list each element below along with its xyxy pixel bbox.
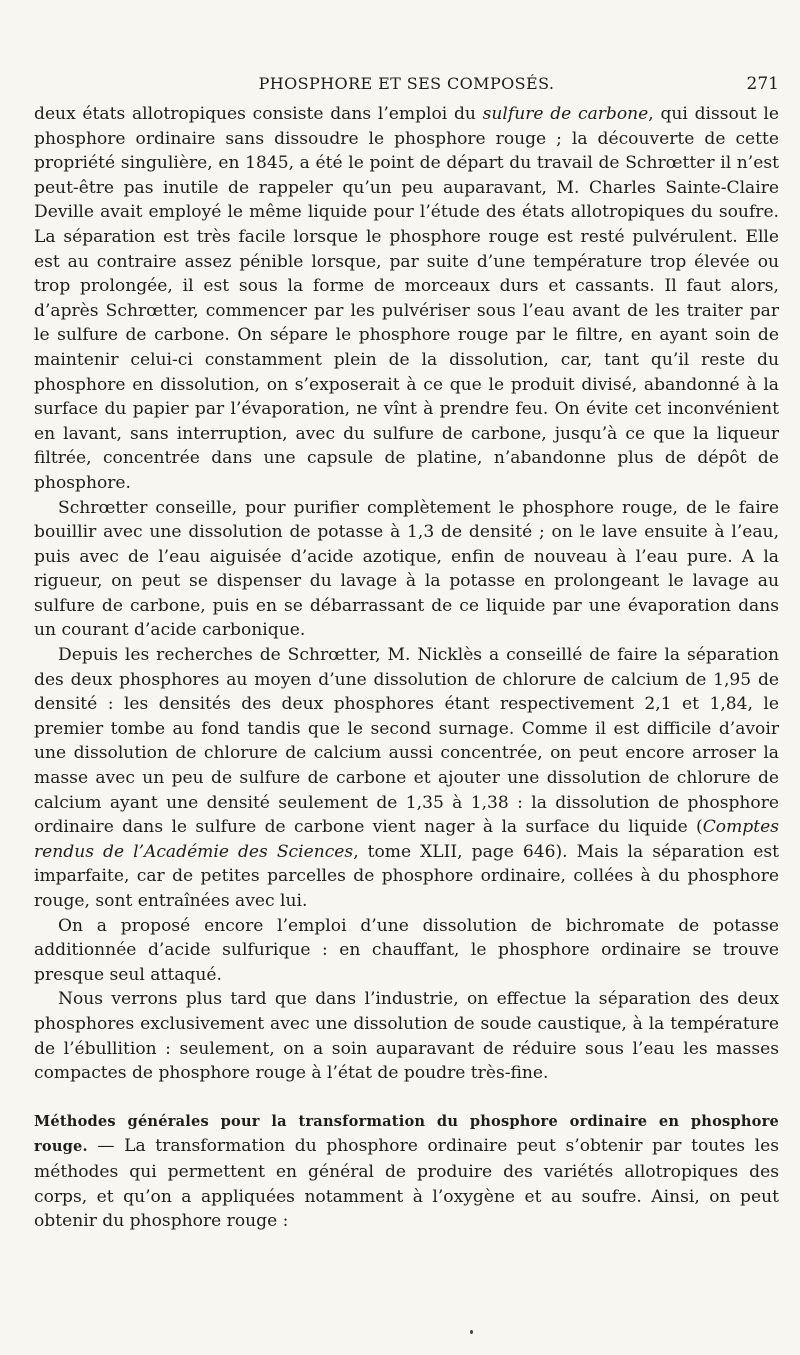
section-heading: Méthodes générales pour la transformation du phosphore ordinaire en phosphore rouge. — [34, 1112, 779, 1156]
section-paragraph — [34, 1109, 779, 1234]
paragraph-2 — [34, 496, 779, 644]
italic-run: sulfure de carbone — [482, 104, 649, 124]
text-run: Schrœtter conseille, pour purifier complètement le phosphore rouge, de le faire bouillir avec une dissolution de potasse à 1,3 de densité ; on le lave ensuite à l’eau, puis avec de l’eau aiguisée d’acide azotique, enfin de nouveau à l’eau pure. A la rigueur, on peut se dispenser du lavage à la potasse en prolongeant le lavage au sulfure de carbone, puis en se débarrassant de ce liquide par une évaporation dans un courant d’acide carbonique. — [34, 497, 779, 641]
text-run: , qui dissout le phosphore ordinaire sans dissoudre le phosphore rouge ; la découverte de cette propriété singulière, en 1845, a été le point de départ du travail de Schrœtter il n’est peut-être pas inutile de rappeler qu’un peu auparavant, M. Charles Sainte-Claire Deville avait employé le même liquide pour l’étude des états allotropiques du soufre. La séparation est très facile lorsque le phosphore rouge est resté pulvérulent. Elle est au contraire assez pénible lorsque, par suite d’une température trop élevée ou trop prolongée, il est sous la forme de morceaux durs et cassants. Il faut alors, d’après Schrœtter, commencer par les pulvériser sous l’eau avant de les traiter par le sulfure de carbone. On sépare le phosphore rouge par le filtre, en ayant soin de maintenir celui-ci constamment plein de la dissolution, car, tant qu’il reste du phosphore en dissolution, on s’exposerait à ce que le produit divisé, abandonné à la surface du papier par l’évaporation, ne vînt à prendre feu. On évite cet inconvénient en lavant, sans interruption, avec du sulfure de carbone, jusqu’à ce que la liqueur filtrée, concentrée dans une capsule de platine, n’abandonne plus de dépôt de phosphore. — [34, 104, 779, 493]
paragraph-5 — [34, 987, 779, 1085]
body-text — [34, 102, 779, 1234]
book-page — [34, 0, 779, 1355]
italic-run: Comptes rendus de l’Académie des Sciences — [34, 817, 779, 862]
running-head: PHOSPHORE ET SES COMPOSÉS. — [258, 74, 555, 93]
text-run: On a proposé encore l’emploi d’une dissolution de bichromate de potasse additionnée d’acide sulfurique : en chauffant, le phosphore ordinaire se trouve presque seul attaqué. — [34, 915, 779, 985]
section-gap — [34, 1086, 779, 1109]
text-run: Nous verrons plus tard que dans l’industrie, on effectue la séparation des deux phosphores exclusivement avec une dissolution de soude caustique, à la température de l’ébullition : seulement, on a soin auparavant de réduire sous l’eau les masses compactes de phosphore rouge à l’état de poudre très-fine. — [34, 989, 779, 1084]
paragraph-1 — [34, 102, 779, 496]
page-header — [34, 72, 779, 98]
text-run: Depuis les recherches de Schrœtter, M. Nicklès a conseillé de faire la séparation des deux phosphores au moyen d’une dissolution de chlorure de calcium de 1,95 de densité : les densités des deux phosphores étant respectivement 2,1 et 1,84, le premier tombe au fond tandis que le second surnage. Comme il est difficile d’avoir une dissolution de chlorure de calcium aussi concentrée, on peut encore arroser la masse avec un peu de sulfure de carbone et ajouter une dissolution de chlorure de calcium ayant une densité seulement de 1,35 à 1,38 : la dissolution de phosphore ordinaire dans le sulfure de carbone vient nager à la surface du liquide ( — [34, 645, 779, 838]
paragraph-3 — [34, 643, 779, 914]
text-run: deux états allotropiques consiste dans l’emploi du — [34, 104, 483, 124]
section-text: — La transformation du phosphore ordinaire peut s’obtenir par toutes les méthodes qui permettent en général de produire des variétés allotropiques des corps, et qu’on a appliquées notamment à l’oxygène et au soufre. Ainsi, on peut obtenir du phosphore rouge : — [34, 1136, 779, 1232]
paragraph-4 — [34, 914, 779, 988]
page-number: 271 — [746, 74, 779, 94]
print-speck — [470, 1330, 473, 1334]
text-run: , tome XLII, page 646). Mais la séparation est imparfaite, car de petites parcelles de phosphore ordinaire, collées à du phosphore rouge, sont entraînées avec lui. — [34, 841, 780, 911]
